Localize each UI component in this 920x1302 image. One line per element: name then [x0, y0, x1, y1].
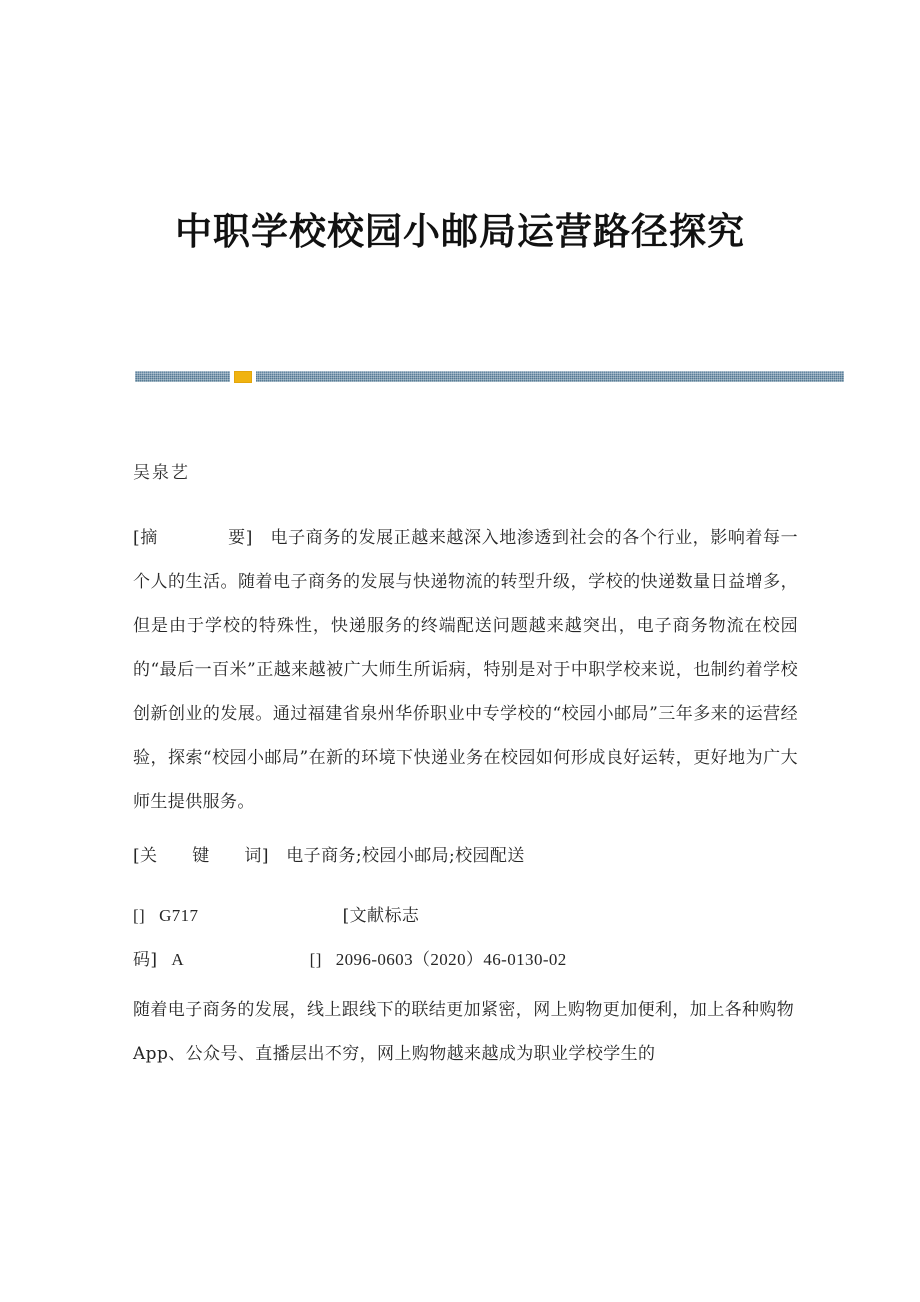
article-id-label: []: [309, 949, 322, 969]
abstract-label: [摘 要]: [133, 527, 253, 548]
article-content: [133, 462, 801, 1076]
abstract-text: 电子商务的发展正越来越深入地渗透到社会的各个行业，影响着每一个人的生活。随着电子商务的发展与快递物流的转型升级，学校的快递数量日益增多，但是由于学校的特殊性，快递服务的终端配送问题越来越突出，电子商务物流在校园的“最后一百米”正越来越被广大师生所诟病，特别是对于中职学校来说，也制约着学校创新创业的发展。通过福建省泉州华侨职业中专学校的“校园小邮局”三年多来的运营经验，探索“校园小邮局”在新的环境下快递业务在校园如何形成良好运转，更好地为广大师生提供服务。: [133, 527, 798, 812]
clc-value: G717: [159, 905, 199, 925]
keywords-paragraph: [133, 834, 798, 878]
body-paragraph-1: 随着电子商务的发展，线上跟线下的联结更加紧密，网上购物更加便利，加上各种购物 App、公众号、直播层出不穷，网上购物越来越成为职业学校学生的: [133, 999, 801, 1064]
clc-label: []: [133, 905, 146, 925]
title-block: [0, 208, 920, 254]
page-title: 中职学校校园小邮局运营路径探究: [175, 209, 745, 253]
article-id-spacer: [184, 950, 310, 969]
document-mark-label-part1: [文献标志: [342, 905, 420, 926]
keywords-label: [关 键 词]: [133, 845, 269, 866]
classification-codes-row-1: [133, 894, 798, 938]
article-id-gap: [322, 950, 336, 969]
article-id-value: 2096-0603（2020）46-0130-02: [335, 949, 567, 969]
decorative-divider: [135, 371, 844, 382]
mark-spacer: [157, 950, 171, 969]
document-mark-label-part2: 码]: [133, 949, 158, 970]
abstract-paragraph: [133, 516, 798, 824]
document-mark-value: A: [171, 949, 185, 969]
keywords-text: 电子商务;校园小邮局;校园配送: [268, 845, 525, 866]
author-name: 吴泉艺: [133, 463, 190, 483]
gold-square-ornament-icon: [234, 371, 252, 383]
classification-codes-row-2: [133, 938, 798, 982]
clc-spacer: [145, 906, 159, 925]
codes-spacer-wide: [198, 906, 342, 925]
